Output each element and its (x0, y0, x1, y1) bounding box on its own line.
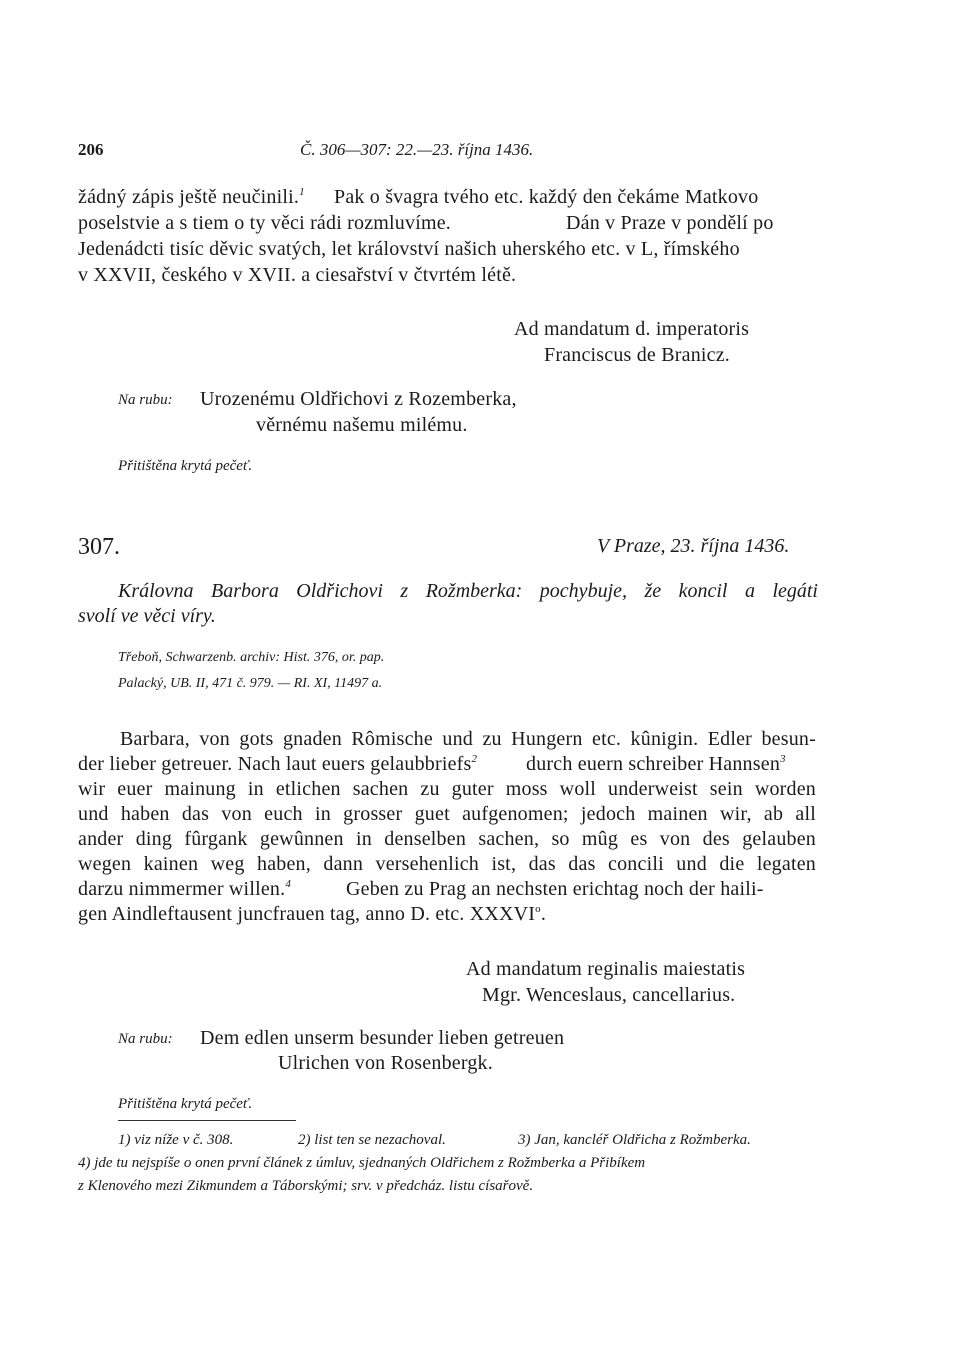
mandate-line-2: Mgr. Wenceslaus, cancellarius. (482, 984, 736, 1006)
text-line-6: wegen kainen weg haben, dann versehenlich ist, das das concili und die legaten (78, 853, 816, 875)
letter-place-date: V Praze, 23. října 1436. (597, 535, 790, 557)
text-line-7b: Geben zu Prag an nechsten erichtag noch der haili- (346, 878, 764, 900)
page-number: 206 (78, 140, 104, 159)
text-line-4: und haben das von euch in grosser guet aufgenomen; jedoch mainen wir, ab all (78, 803, 816, 825)
prev-letter-line-2b: Dán v Praze v pondělí po (566, 212, 774, 234)
prev-seal-note: Přitištěna krytá pečeť. (118, 458, 253, 474)
prev-letter-line-1b: Pak o švagra tvého etc. každý den čekáme Matkovo (334, 186, 759, 208)
letter-number: 307. (78, 534, 120, 560)
seal-note: Přitištěna krytá pečeť. (118, 1096, 253, 1112)
verso-line-1: Dem edlen unserm besunder lieben getreuen (200, 1027, 565, 1049)
footnote-1: 1) viz níže v č. 308. (118, 1132, 234, 1148)
footnote-divider (118, 1120, 296, 1121)
verso-line-2: Ulrichen von Rosenbergk. (278, 1052, 493, 1074)
footnote-mark: 2 (471, 753, 478, 765)
prev-letter-line-2a: poselstvie a s tiem o ty věci rádi rozmluvíme. (78, 212, 451, 234)
text-line-3: wir euer mainung in etlichen sachen zu guter moss woll underweist sein worden (78, 778, 816, 800)
mandate-line-1: Ad mandatum reginalis maiestatis (466, 958, 746, 980)
text-line-7a: darzu nimmermer willen.$^4$ (78, 878, 292, 900)
running-title: Č. 306—307: 22.—23. října 1436. (300, 140, 534, 159)
text-line-2a: der lieber getreuer. Nach laut euers gelaubbriefs$^2$ (78, 753, 478, 775)
footnote-mark: 1 (299, 186, 305, 198)
prev-letter-line-4: v XXVII, českého v XVII. a ciesařství v čtvrtém létě. (78, 264, 517, 286)
text-line-8: gen Aindleftausent juncfrauen tag, anno D. etc. XXXVI$^o$. (78, 903, 547, 925)
prev-verso-label: Na rubu: (118, 392, 173, 408)
source-edition: Palacký, UB. II, 471 č. 979. — RI. XI, 11497 a. (118, 676, 383, 691)
footnote-2: 2) list ten se nezachoval. (298, 1132, 446, 1148)
footnote-mark: 4 (285, 878, 292, 890)
letter-summary-line-1: Královna Barbora Oldřichovi z Rožmberka: pochybuje, že koncil a legáti (118, 580, 818, 602)
prev-letter-line-3: Jedenádcti tisíc děvic svatých, let království našich uherského etc. v L, římského (78, 238, 740, 260)
text-line-1: Barbara, von gots gnaden Rômische und zu Hungern etc. kûnigin. Edler besun- (120, 728, 816, 750)
verso-label: Na rubu: (118, 1031, 173, 1047)
footnote-3: 3) Jan, kancléř Oldřicha z Rožmberka. (518, 1132, 751, 1148)
source-archive: Třeboň, Schwarzenb. archiv: Hist. 376, or. pap. (118, 650, 385, 665)
footnote-4-line-1: 4) jde tu nejspíše o onen první článek z úmluv, sjednaných Oldřichem z Rožmberka a Přibíkem (78, 1155, 646, 1171)
footnote-4-line-2: z Klenového mezi Zikmundem a Táborskými; srv. v předcház. listu císařově. (78, 1178, 534, 1194)
text-line-2b: durch euern schreiber Hannsen$^3$ (526, 753, 786, 775)
prev-verso-line-1: Urozenému Oldřichovi z Rozemberka, (200, 388, 517, 410)
footnote-mark: 3 (780, 753, 786, 765)
letter-summary-line-2: svolí ve věci víry. (78, 605, 216, 627)
prev-mandate-line-1: Ad mandatum d. imperatoris (514, 318, 750, 340)
prev-verso-line-2: věrnému našemu milému. (256, 414, 468, 436)
prev-mandate-line-2: Franciscus de Branicz. (544, 344, 731, 366)
text-line-5: ander ding fûrgank gewûnnen in denselben sachen, so mûg es von des gelauben (78, 828, 816, 850)
prev-letter-line-1a: žádný zápis ještě neučinili.$^1$ (78, 186, 305, 208)
